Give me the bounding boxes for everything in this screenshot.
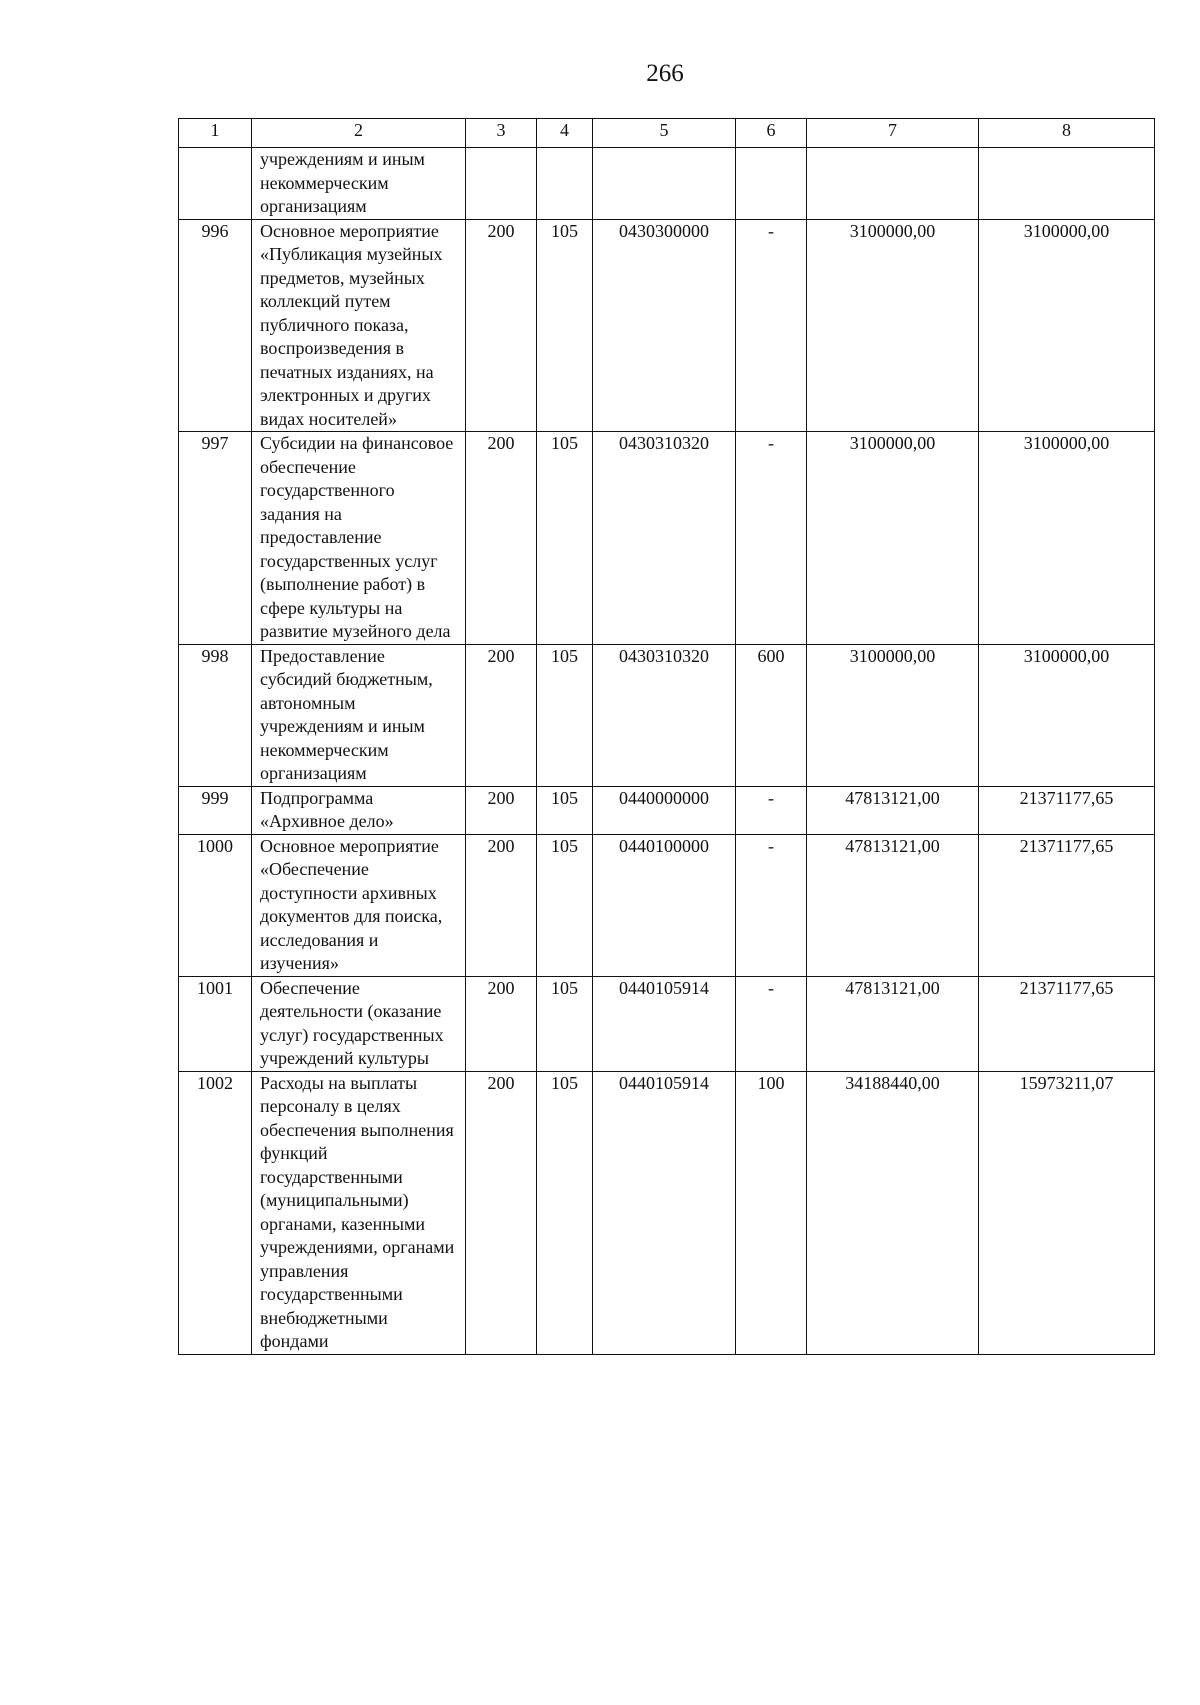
- budget-table: [178, 118, 1155, 1355]
- amount-cell: 15973211,07: [979, 1071, 1155, 1354]
- table-row: [179, 219, 1155, 432]
- amount-cell: 47813121,00: [807, 976, 979, 1071]
- code-cell: 200: [466, 1071, 537, 1354]
- column-header: 1: [179, 119, 252, 148]
- target-article-cell: 0440105914: [593, 976, 736, 1071]
- column-header: 8: [979, 119, 1155, 148]
- expense-type-cell: [736, 148, 807, 220]
- item-name-cell: Обеспечение деятельности (оказание услуг) государственных учреждений культуры: [252, 976, 466, 1071]
- item-name-cell: Подпрограмма «Архивное дело»: [252, 786, 466, 834]
- target-article-cell: 0440105914: [593, 1071, 736, 1354]
- column-header: 6: [736, 119, 807, 148]
- row-number-cell: 1001: [179, 976, 252, 1071]
- amount-cell: 3100000,00: [979, 219, 1155, 432]
- amount-cell: 3100000,00: [979, 432, 1155, 645]
- target-article-cell: 0430310320: [593, 644, 736, 786]
- section-cell: 105: [537, 834, 593, 976]
- amount-cell: 3100000,00: [807, 219, 979, 432]
- column-header: 3: [466, 119, 537, 148]
- table-row: [179, 148, 1155, 220]
- column-header: 2: [252, 119, 466, 148]
- code-cell: 200: [466, 786, 537, 834]
- table-row: [179, 432, 1155, 645]
- table-row: [179, 834, 1155, 976]
- header-row: [179, 119, 1155, 148]
- expense-type-cell: -: [736, 976, 807, 1071]
- row-number-cell: 1000: [179, 834, 252, 976]
- amount-cell: 21371177,65: [979, 834, 1155, 976]
- target-article-cell: [593, 148, 736, 220]
- column-header: 7: [807, 119, 979, 148]
- expense-type-cell: -: [736, 834, 807, 976]
- column-header: 4: [537, 119, 593, 148]
- row-number-cell: [179, 148, 252, 220]
- section-cell: 105: [537, 432, 593, 645]
- amount-cell: 34188440,00: [807, 1071, 979, 1354]
- target-article-cell: 0440000000: [593, 786, 736, 834]
- amount-cell: 3100000,00: [979, 644, 1155, 786]
- amount-cell: [807, 148, 979, 220]
- row-number-cell: 997: [179, 432, 252, 645]
- expense-type-cell: -: [736, 786, 807, 834]
- code-cell: 200: [466, 219, 537, 432]
- table-row: [179, 786, 1155, 834]
- section-cell: 105: [537, 786, 593, 834]
- item-name-cell: Субсидии на финансовое обеспечение государственного задания на предоставление государственных услуг (выполнение работ) в сфере культуры на развитие музейного дела: [252, 432, 466, 645]
- column-header: 5: [593, 119, 736, 148]
- expense-type-cell: -: [736, 432, 807, 645]
- expense-type-cell: -: [736, 219, 807, 432]
- code-cell: 200: [466, 976, 537, 1071]
- table-row: [179, 976, 1155, 1071]
- item-name-cell: Основное мероприятие «Публикация музейных предметов, музейных коллекций путем публичного показа, воспроизведения в печатных изданиях, на электронных и других видах носителей»: [252, 219, 466, 432]
- section-cell: 105: [537, 1071, 593, 1354]
- item-name-cell: Расходы на выплаты персоналу в целях обеспечения выполнения функций государственными (муниципальными) органами, казенными учреждениями, органами управления государственными внебюджетными фондами: [252, 1071, 466, 1354]
- expense-type-cell: 100: [736, 1071, 807, 1354]
- item-name-cell: Основное мероприятие «Обеспечение доступности архивных документов для поиска, исследования и изучения»: [252, 834, 466, 976]
- row-number-cell: 999: [179, 786, 252, 834]
- code-cell: 200: [466, 834, 537, 976]
- code-cell: [466, 148, 537, 220]
- target-article-cell: 0430300000: [593, 219, 736, 432]
- page-number: 266: [646, 60, 684, 87]
- amount-cell: 47813121,00: [807, 786, 979, 834]
- amount-cell: 47813121,00: [807, 834, 979, 976]
- table-row: [179, 1071, 1155, 1354]
- amount-cell: 3100000,00: [807, 644, 979, 786]
- amount-cell: [979, 148, 1155, 220]
- amount-cell: 21371177,65: [979, 976, 1155, 1071]
- item-name-cell: учреждениям и иным некоммерческим организациям: [252, 148, 466, 220]
- code-cell: 200: [466, 432, 537, 645]
- amount-cell: 21371177,65: [979, 786, 1155, 834]
- expense-type-cell: 600: [736, 644, 807, 786]
- row-number-cell: 1002: [179, 1071, 252, 1354]
- section-cell: 105: [537, 976, 593, 1071]
- target-article-cell: 0430310320: [593, 432, 736, 645]
- section-cell: 105: [537, 644, 593, 786]
- target-article-cell: 0440100000: [593, 834, 736, 976]
- section-cell: 105: [537, 219, 593, 432]
- code-cell: 200: [466, 644, 537, 786]
- item-name-cell: Предоставление субсидий бюджетным, автономным учреждениям и иным некоммерческим организациям: [252, 644, 466, 786]
- amount-cell: 3100000,00: [807, 432, 979, 645]
- section-cell: [537, 148, 593, 220]
- table-row: [179, 644, 1155, 786]
- row-number-cell: 996: [179, 219, 252, 432]
- row-number-cell: 998: [179, 644, 252, 786]
